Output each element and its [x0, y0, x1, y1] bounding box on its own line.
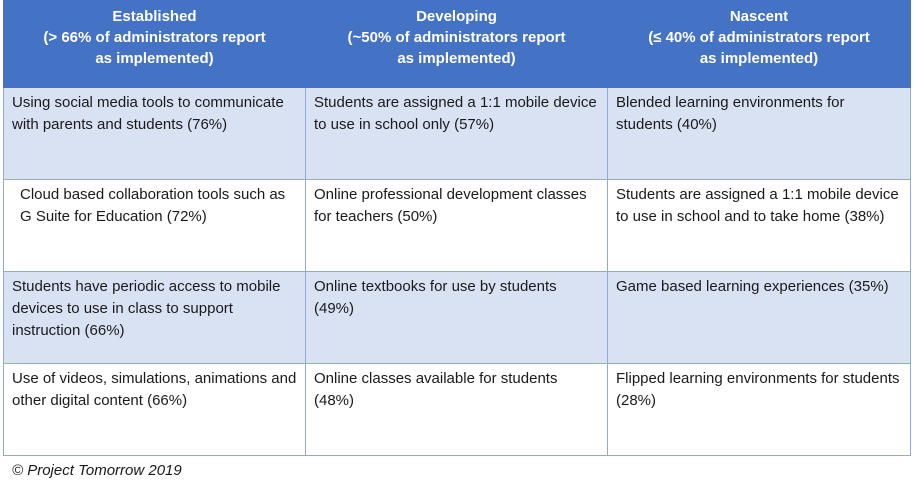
header-developing-subtitle-2: as implemented): [397, 50, 516, 67]
cell-developing: Students are assigned a 1:1 mobile device to use in school only (57%): [306, 88, 608, 180]
cell-established: Cloud based collaboration tools such as G Suite for Education (72%): [4, 180, 306, 272]
header-nascent: [608, 1, 911, 88]
table-row: [4, 272, 911, 364]
cell-established: Use of videos, simulations, animations and other digital content (66%): [4, 364, 306, 456]
header-established-subtitle-2: as implemented): [95, 50, 214, 67]
adoption-table-container: [3, 0, 910, 456]
header-established: [4, 1, 306, 88]
header-established-title: Established: [112, 8, 197, 25]
cell-established: Students have periodic access to mobile devices to use in class to support instruction (66%): [4, 272, 306, 364]
cell-nascent: Flipped learning environments for students (28%): [608, 364, 911, 456]
header-developing: [306, 1, 608, 88]
header-nascent-title: Nascent: [729, 8, 789, 25]
cell-nascent: Game based learning experiences (35%): [608, 272, 911, 364]
cell-established: Using social media tools to communicate with parents and students (76%): [4, 88, 306, 180]
cell-developing: Online classes available for students (48%): [306, 364, 608, 456]
header-nascent-subtitle-2: as implemented): [699, 50, 819, 67]
table-header: [4, 1, 911, 88]
table-row: [4, 88, 911, 180]
header-row: [4, 1, 911, 88]
cell-developing: Online professional development classes for teachers (50%): [306, 180, 608, 272]
header-nascent-subtitle-1: (≤ 40% of administrators report: [648, 29, 870, 46]
adoption-table: [3, 0, 911, 456]
cell-nascent: Students are assigned a 1:1 mobile device to use in school and to take home (38%): [608, 180, 911, 272]
table-row: [4, 180, 911, 272]
table-body: [4, 88, 911, 456]
table-row: [4, 364, 911, 456]
header-developing-title: Developing: [416, 8, 497, 25]
header-developing-subtitle-1: (~50% of administrators report: [347, 29, 566, 46]
cell-nascent: Blended learning environments for students (40%): [608, 88, 911, 180]
cell-developing: Online textbooks for use by students (49%): [306, 272, 608, 364]
copyright-footer: © Project Tomorrow 2019: [12, 462, 182, 479]
header-established-subtitle-1: (> 66% of administrators report: [43, 29, 266, 46]
